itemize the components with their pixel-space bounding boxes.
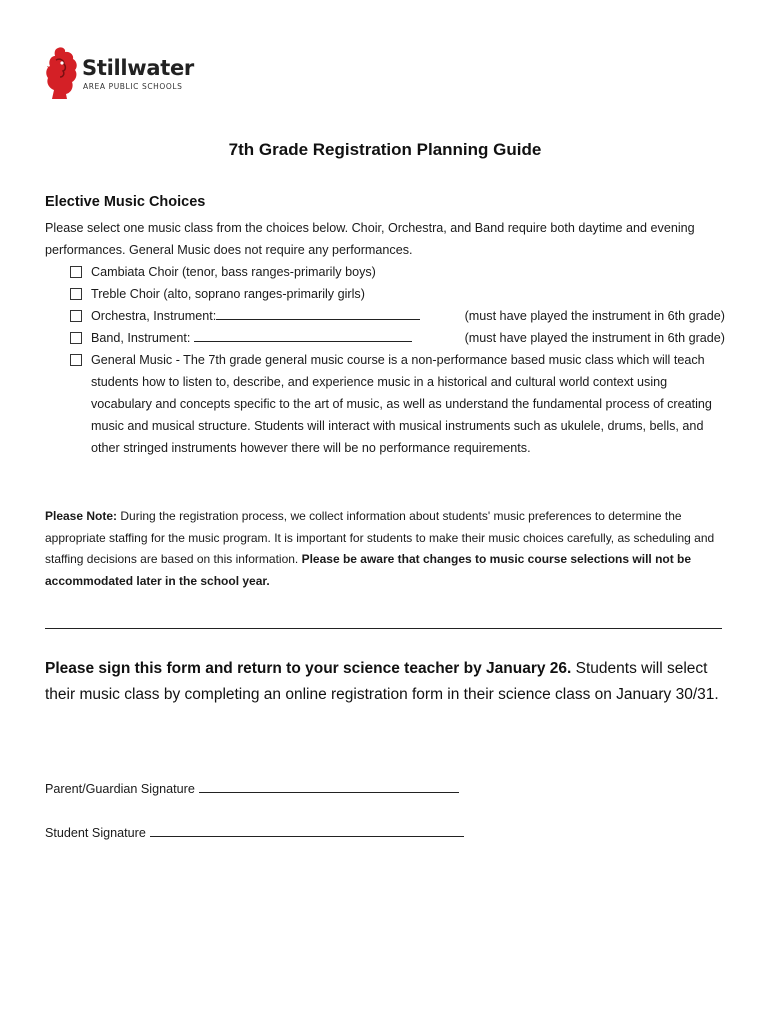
checkbox-orchestra[interactable] bbox=[70, 310, 82, 322]
option-cambiata-choir[interactable] bbox=[70, 261, 730, 283]
option-orchestra[interactable] bbox=[70, 305, 730, 327]
page-title: 7th Grade Registration Planning Guide bbox=[228, 140, 542, 159]
student-signature-label: Student Signature bbox=[45, 826, 146, 840]
parent-signature-line bbox=[45, 779, 459, 796]
parent-signature-label: Parent/Guardian Signature bbox=[45, 782, 195, 796]
signoff-details: Students will select their music class by completing an online registration form in their science class on January 30/31. bbox=[45, 660, 719, 703]
option-label: Cambiata Choir (tenor, bass ranges-primarily boys) bbox=[91, 265, 376, 279]
option-band[interactable] bbox=[70, 327, 730, 349]
option-label: Orchestra, Instrument: bbox=[91, 309, 217, 323]
checkbox-band[interactable] bbox=[70, 332, 82, 344]
section-intro: Please select one music class from the choices below. Choir, Orchestra, and Band require both daytime and evening performances. General Music does not require any performances. bbox=[45, 221, 695, 257]
option-treble-choir[interactable] bbox=[70, 283, 730, 305]
student-signature-line bbox=[45, 823, 464, 840]
note-lead: Please Note: bbox=[45, 509, 118, 523]
checkbox-cambiata-choir[interactable] bbox=[70, 266, 82, 278]
stillwater-logo bbox=[44, 46, 204, 104]
note-warning: Please be aware that changes to music course selections will not be accommodated later in the school year. bbox=[45, 552, 692, 588]
parent-signature-field[interactable] bbox=[199, 779, 459, 793]
option-general-music[interactable] bbox=[70, 349, 731, 459]
logo-subtitle: AREA PUBLIC SCHOOLS bbox=[83, 82, 183, 91]
option-requirement: (must have played the instrument in 6th grade) bbox=[464, 309, 725, 323]
music-options-list bbox=[70, 261, 730, 459]
signoff-paragraph bbox=[45, 656, 725, 708]
band-instrument-field[interactable] bbox=[194, 327, 412, 342]
signoff-deadline: Please sign this form and return to your science teacher by January 26. bbox=[45, 660, 572, 677]
divider bbox=[45, 628, 722, 629]
checkbox-general-music[interactable] bbox=[70, 354, 82, 366]
logo-name: Stillwater bbox=[82, 56, 194, 80]
option-label: General Music - The 7th grade general music course is a non-performance based music class which will teach students how to listen to, describe, and experience music in a historical and cultural world context using vocabulary and concepts specific to the art of music, as well as understand the fundamental process of creating music and musical structure. Students will interact with musical instruments such as ukulele, drums, bells, and other stringed instruments however there will be no performance requirements. bbox=[91, 353, 712, 455]
section-heading: Elective Music Choices bbox=[45, 194, 206, 210]
checkbox-treble-choir[interactable] bbox=[70, 288, 82, 300]
option-label: Band, Instrument: bbox=[91, 331, 191, 345]
student-signature-field[interactable] bbox=[150, 823, 464, 837]
orchestra-instrument-field[interactable] bbox=[216, 305, 420, 320]
option-label: Treble Choir (alto, soprano ranges-primarily girls) bbox=[91, 287, 365, 301]
option-requirement: (must have played the instrument in 6th grade) bbox=[464, 331, 725, 345]
pony-mascot-icon bbox=[44, 46, 80, 100]
note-body: During the registration process, we collect information about students' music preferences to determine the appropriate staffing for the music program. It is important for students to make their music choices carefully, as scheduling and staffing decisions are based on this information. bbox=[45, 509, 715, 566]
please-note-paragraph bbox=[45, 506, 725, 592]
